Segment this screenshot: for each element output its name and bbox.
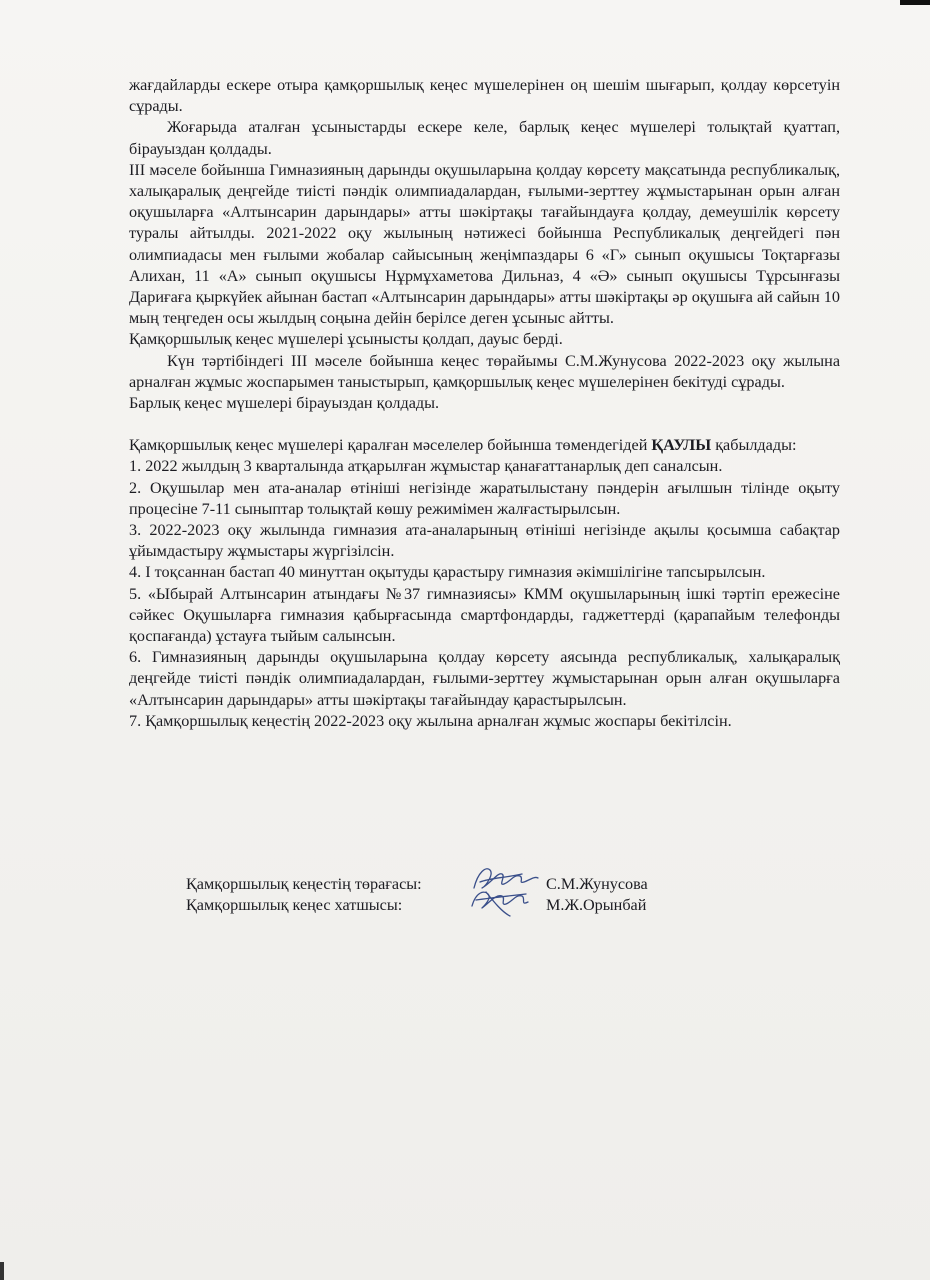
scan-corner-mark [900,0,930,5]
resolution-intro-after: қабылдады: [711,436,797,455]
signature-row-chair [186,874,706,895]
paragraph-gap [129,414,840,435]
paragraph-6: Барлық кеңес мүшелері бірауыздан қолдады. [129,394,440,413]
resolution-word: ҚАУЛЫ [651,436,712,455]
scan-edge-mark [0,1262,4,1280]
paragraph-1: жағдайларды ескере отыра қамқоршылық кеңес мүшелерінен оң шешім шығарып, қолдау көрсетуін сұрады. [129,76,840,116]
paragraph-3: ІІІ мәселе бойынша Гимназияның дарынды оқушыларына қолдау көрсету мақсатында республикалық, халықаралық деңгейде тиісті пәндік олимпиадалардан, ғылыми-зерттеу жұмыстарынан орын алған оқушыларға «Алтынсарин дарындары» атты шәкіртақы тағайындауға қолдау, демеушілік көрсету туралы айтылды. 2021-2022 оқу жылының нәтижесі бойынша Республикалық деңгейдегі пән олимпиадасы мен ғылыми жобалар сайысының жеңімпаздары 6 «Г» сынып оқушысы Тоқтарғазы Алихан, 11 «А» сынып оқушысы Нұрмұхаметова Дильназ, 4 «Ә» сынып оқушысы Тұрсынғазы Дариғаға қыркүйек айынан бастап «Алтынсарин дарындары» атты шәкіртақы әр оқушыға ай сайын 10 мың теңгеден осы жылдың соңына дейін берілсе деген ұсыныс айтты. [129,160,840,328]
resolution-item-5: 5. «Ыбырай Алтынсарин атындағы №37 гимназиясы» КММ оқушыларының ішкі тәртіп ережесіне сәйкес Оқушыларға гимназия қабырғасында смартфондарды, гаджеттерді (қарапайым телефонды қоспағанда) ұстауға тыйым салынсын. [129,584,840,646]
resolution-item-1: 1. 2022 жылдың 3 кварталында атқарылған жұмыстар қанағаттанарлық деп саналсын. [129,457,723,476]
paragraph-2: Жоғарыда аталған ұсыныстарды ескере келе, барлық кеңес мүшелері толықтай қуаттап, бірауыздан қолдады. [129,118,840,158]
signature-role-chair: Қамқоршылық кеңестің төрағасы: [186,875,422,893]
resolution-item-2: 2. Оқушылар мен ата-аналар өтініші негізінде жаратылыстану пәндерін ағылшын тілінде оқыту процесіне 7-11 сыныптар толықтай көшу режимімен жалғастырылсын. [129,478,840,518]
resolution-intro [129,435,840,456]
resolution-intro-before: Қамқоршылық кеңес мүшелері қаралған мәселелер бойынша төмендегідей [129,436,652,455]
resolution-item-4: 4. І тоқсаннан бастап 40 минуттан оқытуды қарастыру гимназия әкімшілігіне тапсырылсын. [129,563,766,582]
paragraph-5: Күн тәртібіндегі ІІІ мәселе бойынша кеңес төрайымы С.М.Жунусова 2022-2023 оқу жылына арналған жұмыс жоспарымен таныстырып, қамқоршылық кеңес мүшелерінен бекітуді сұрады. [129,351,840,391]
signature-name-secretary: М.Ж.Орынбай [546,896,647,914]
signature-name-chair: С.М.Жунусова [546,875,648,893]
signature-row-secretary [186,895,706,916]
document-body [129,75,840,732]
resolution-item-7: 7. Қамқоршылық кеңестің 2022-2023 оқу жылына арналған жұмыс жоспары бекітілсін. [129,711,732,730]
signature-role-secretary: Қамқоршылық кеңес хатшысы: [186,896,403,914]
paragraph-4: Қамқоршылық кеңес мүшелері ұсынысты қолдап, дауыс берді. [129,330,563,349]
resolution-item-6: 6. Гимназияның дарынды оқушыларына қолдау көрсету аясында республикалық, халықаралық деңгейде тиісті пәндік олимпиадалардан, ғылыми-зерттеу жұмыстарынан орын алған оқушыларға «Алтынсарин дарындары» атты шәкіртақы тағайындау қарастырылсын. [129,648,840,709]
handwritten-signature-icon [464,862,544,920]
signature-block [186,874,706,916]
resolution-item-3: 3. 2022-2023 оқу жылында гимназия ата-аналарының өтініші негізінде ақылы қосымша сабақтар ұйымдастыру жұмыстары жүргізілсін. [129,521,840,561]
